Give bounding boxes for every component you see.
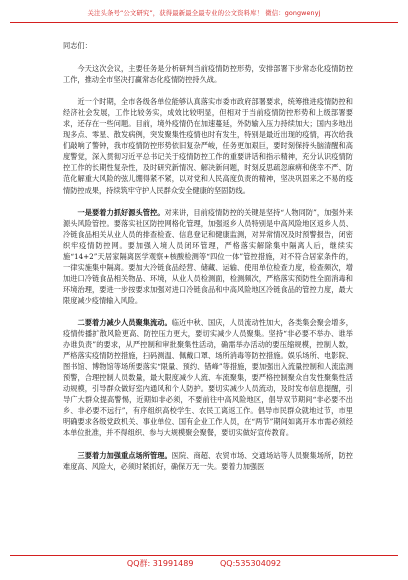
section-heading: 三要着力加强重点场所管理。 <box>77 450 172 460</box>
section-body: 医院、商超、农贸市场、交通场站等人员聚集场所，防控难度高、风险大，必须时紧抓好，确保万无一失。要着力加强医 <box>63 450 353 471</box>
document-body <box>63 40 353 472</box>
header-divider <box>10 22 398 23</box>
footer-divider <box>10 555 398 556</box>
section-body: 临近中秋、国庆，人员流动性加大，各类集会聚会增多，疫情传播扩散风险更高、防控压力更大，要切实减少人员聚集。坚持“非必要不举办、谁举办谁负责”的要求，从严控制和审批聚集性活动，确需举办活动的要压缩规模，控制人数，严格落实疫情防控措施，扫码测温、佩戴口罩、场所消毒等防控措施。娱乐场所、电影院、图书馆、博物馆等场所要落实“限量、预约、错峰”等措施，要加强出入流量控制和人流监测预警，合理控制人员数量，最大限度减少人流、车流聚集，要严格控制聚众自发性聚集性活动规模，引导群众做好室内通风和个人防护。要切实减少人员流动，及时发布信息提醒，引导广大群众提高警惕，近期如非必须，不要前往中高风险地区，倡导双节期间“非必要不出乡、非必要不远行”，有序组织高校学生、农民工离返工作。倡导市民群众就地过节，市里明确要求各级党政机关、事业单位、国有企业工作人员，在“两节”期间如离开本市需必须经本单位批准，并不得组织、参与大规模聚会聚餐，要切实做好宣传教育。 <box>63 317 353 438</box>
contact-footer <box>0 558 408 569</box>
section-body: 对来讲，目前疫情防控的关键是坚持“人物同防”，加强外来源头风险管控。要落实社区防控网格化管理，加强返乡人员特别是中高风险地区返乡人员、冷链食品相关从业人员的排查检查、信息登记和健康监测，对异常情况及时预警报告，闭密织牢疫情防控网。要加强入境人员闭环管理，严格落实解除集中隔离人后，继续实施“14+2”天居家隔离医学观察+核酸检测等“四位一体”管控措施，对不符合居家条件的，一律实施集中隔离。要加大冷链食品经营、储藏、运输、使用单位检查力度，检查频次，增加进口冷链食品相关物品、环境，从业人员检测面，检测频次，严格落实预防性全面消毒和环境治理，要进一步按要求加强对进口冷链食品和中高风险地区冷链食品的管控力度，最大限度减少疫情输入风险。 <box>63 207 353 305</box>
section-key-venues <box>63 450 353 472</box>
salutation: 同志们： <box>63 41 92 50</box>
section-reduce-gathering <box>63 317 353 439</box>
qq-id-text: QQ:535304092 <box>220 559 282 568</box>
section-source-control <box>63 207 353 306</box>
promo-banner: 关注头条号“公文研究”，获得最新最全最专业的公文资料库！ 微信：gongwenyj <box>87 9 321 17</box>
section-heading: 二要着力减少人员聚集流动。 <box>77 317 172 327</box>
paragraph-intro: 今天这次会议，主要任务是分析研判当前疫情防控形势，安排部署下步常态化疫情防控工作，推动全市坚决打赢常态化疫情防控持久战。 <box>63 64 353 85</box>
qq-group-text: QQ群: 31991489 <box>126 559 194 568</box>
paragraph-situation: 近一个时期，全市各级各单位能够认真落实市委市政府部署要求，统筹推进疫情防控和经济社会发展，工作比较务实，成效比较明显，但相对于当前疫情防控形势和上级部署要求，还存在一些问题。目前，境外疫情仍在加速蔓延，外防输入压力持续加大；国内多地出现多点、零星、散发病例，突发聚集性疫情也时有发生，特别是最近出现的疫情，再次给我们敲响了警钟，我市疫情防控形势依旧复杂严峻，任务更加艰巨，要时刻保持头脑清醒和高度警觉，深入贯彻习近平总书记关于疫情防控工作的重要讲话和指示精神，充分认识疫情防控工作的长期性复杂性，及时研究新情况、解决新问题，时刻反思疏忽麻痹和侥幸不严、防范化解重大风险的弦儿绷得紧不紧，以对党和人民高度负责的精神，坚决巩固来之不易的疫情防控成果，持续筑牢守护人民群众安全健康的坚固防线。 <box>63 97 353 195</box>
section-heading: 一是要着力抓好源头管控。 <box>77 207 165 217</box>
